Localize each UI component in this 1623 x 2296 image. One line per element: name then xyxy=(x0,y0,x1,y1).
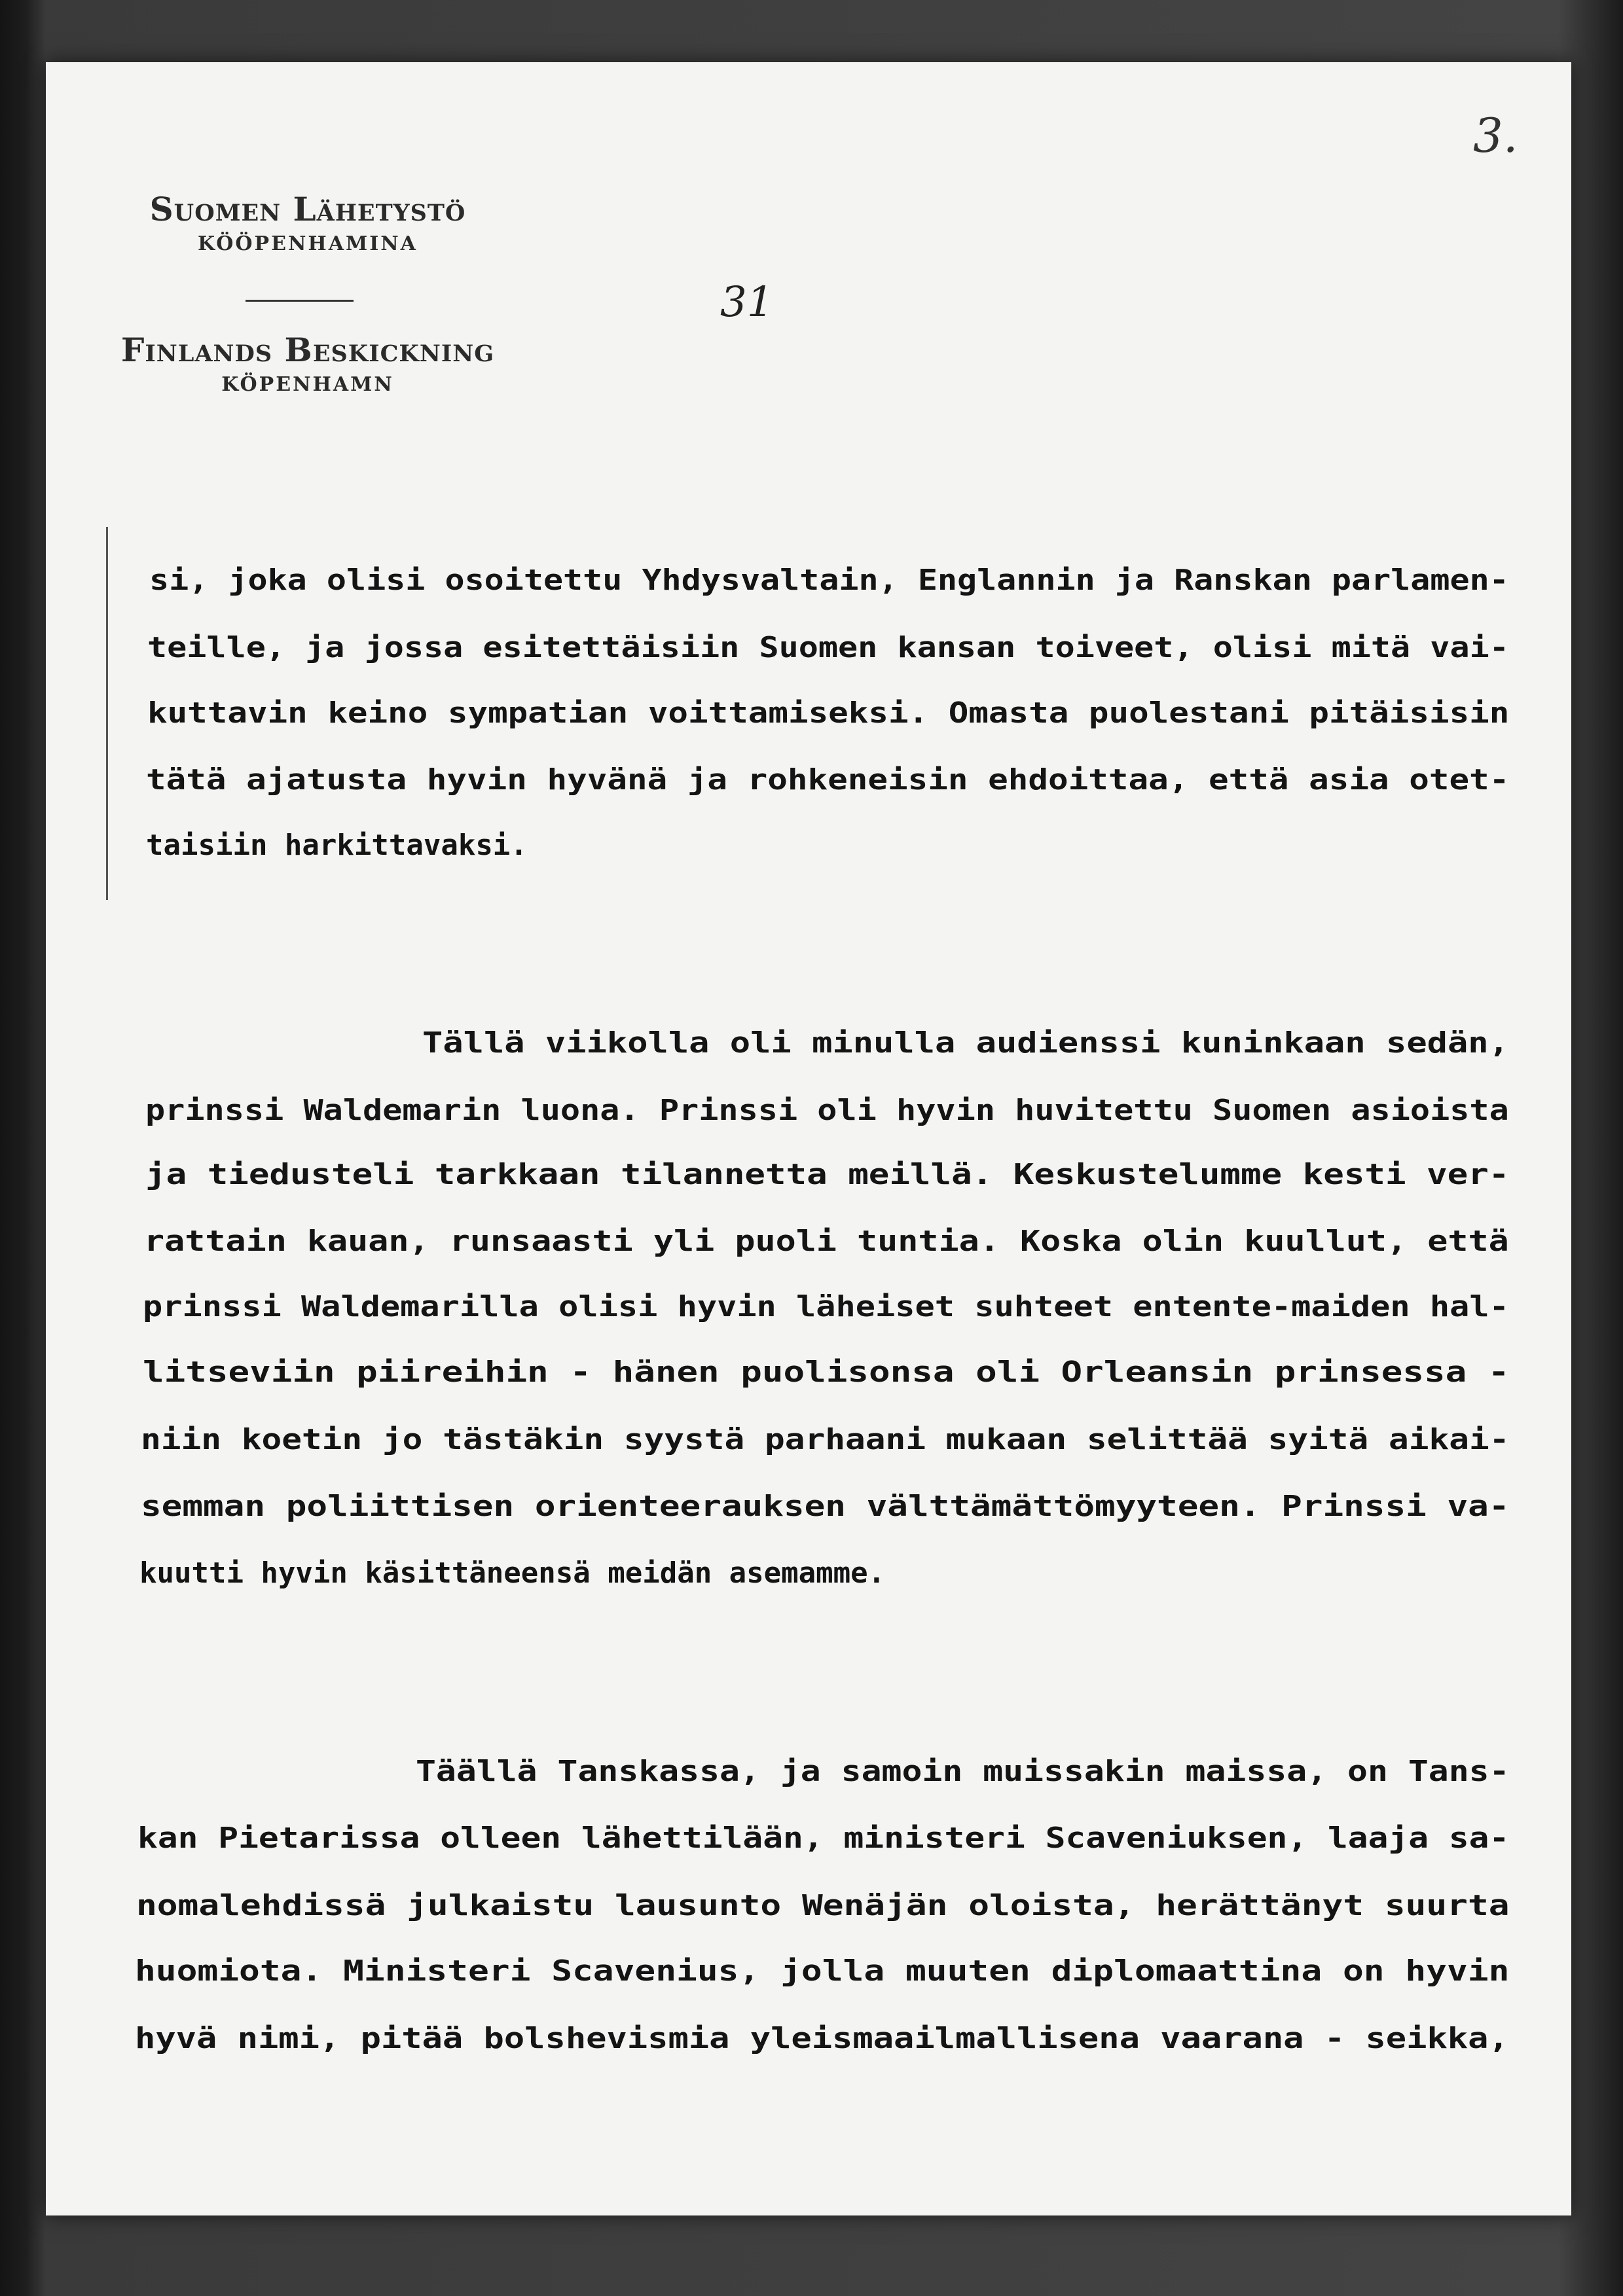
text-line: niin koetin jo tästäkin syystä parhaani mukaan selittää syitä aikai- xyxy=(141,1423,1510,1456)
text-line: teille, ja jossa esitettäisiin Suomen kansan toiveet, olisi mitä vai- xyxy=(147,631,1509,664)
letterhead-city-swedish: KÖPENHAMN xyxy=(221,373,394,396)
text-line: Tällä viikolla oli minulla audienssi kuninkaan sedän, xyxy=(422,1026,1509,1060)
text-line: ja tiedusteli tarkkaan tilannetta meillä. Keskustelumme kesti ver- xyxy=(145,1158,1510,1191)
letterhead-swedish xyxy=(65,331,550,396)
sheet-number: 31 xyxy=(720,278,774,327)
text-line: prinssi Waldemarilla olisi hyvin läheiset suhteet entente-maiden hal- xyxy=(143,1290,1509,1323)
text-line: rattain kauan, runsaasti yli puoli tuntia. Koska olin kuullut, että xyxy=(144,1225,1509,1258)
text-line: nomalehdissä julkaistu lausunto Wenäjän oloista, herättänyt suurta xyxy=(136,1889,1510,1922)
text-line: tätä ajatusta hyvin hyvänä ja rohkeneisin ehdoittaa, että asia otet- xyxy=(146,763,1510,797)
text-line: hyvä nimi, pitää bolshevismia yleismaailmallisena vaarana - seikka, xyxy=(135,2022,1509,2055)
text-line: litseviin piireihin - hänen puolisonsa oli Orleansin prinsessa - xyxy=(143,1355,1510,1389)
text-line: kuttavin keino sympatian voittamiseksi. Omasta puolestani pitäisisin xyxy=(147,696,1510,730)
letterhead-finnish xyxy=(105,190,511,255)
text-line: taisiin harkittavaksi. xyxy=(146,829,528,862)
letterhead-city-finnish: KÖÖPENHAMINA xyxy=(198,232,418,255)
page-number: 3. xyxy=(1473,108,1518,163)
text-line: kan Pietarissa olleen lähettilään, ministeri Scaveniuksen, laaja sa- xyxy=(137,1821,1510,1855)
text-line: semman poliittisen orienteerauksen välttämättömyyteen. Prinssi va- xyxy=(141,1490,1510,1523)
text-line: huomiota. Ministeri Scavenius, jolla muuten diplomaattina on hyvin xyxy=(135,1954,1510,1988)
text-line: si, joka olisi osoitettu Yhdysvaltain, Englannin ja Ranskan parlamen- xyxy=(149,564,1509,597)
text-line: Täällä Tanskassa, ja samoin muissakin maissa, on Tans- xyxy=(416,1755,1510,1788)
letterhead-divider xyxy=(246,300,354,302)
letterhead-legation-finnish: Suomen Lähetystö xyxy=(149,190,466,228)
margin-mark xyxy=(106,527,108,900)
text-line: kuutti hyvin käsittäneensä meidän asemamme. xyxy=(139,1556,886,1590)
text-line: prinssi Waldemarin luona. Prinssi oli hyvin huvitettu Suomen asioista xyxy=(145,1094,1509,1127)
letterhead-legation-swedish: Finlands Beskickning xyxy=(120,331,495,369)
